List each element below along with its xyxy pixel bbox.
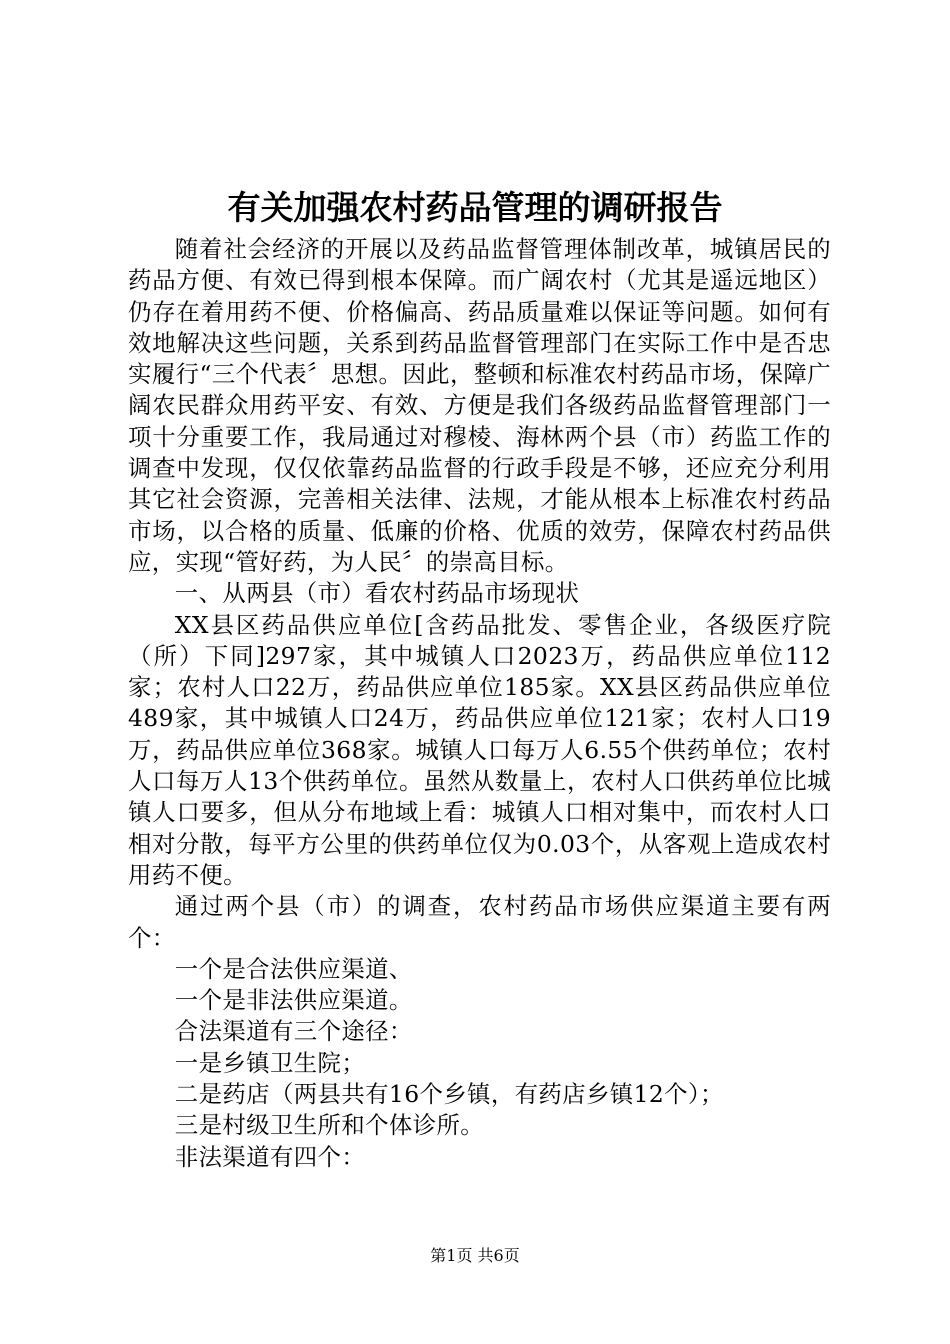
list-item-legal-channel: 一个是合法供应渠道、 [174, 954, 413, 983]
paragraph-illegal-routes: 非法渠道有四个： [174, 1142, 366, 1171]
list-item-route-3: 三是村级卫生所和个体诊所。 [174, 1111, 485, 1140]
document-title: 有关加强农村药品管理的调研报告 [227, 188, 723, 227]
list-item-route-1: 一是乡镇卫生院； [174, 1048, 366, 1077]
paragraph-statistics: XX县区药品供应单位[含药品批发、零售企业，各级医疗院（所）下同]297家，其中城镇人口2023万，药品供应单位112家；农村人口22万，药品供应单位185家。XX县区药品供应单位489家，其中城镇人口24万，药品供应单位121家；农村人口19万，药品供应单位368家。城镇人口每万人6.55个供药单位；农村人口每万人13个供药单位。虽然从数量上，农村人口供药单位比城镇人口要多，但从分布地域上看：城镇人口相对集中，而农村人口相对分散，每平方公里的供药单位仅为0.03个，从客观上造成农村用药不便。 [128, 610, 831, 889]
list-item-illegal-channel: 一个是非法供应渠道。 [174, 986, 413, 1015]
paragraph-channels: 通过两个县（市）的调查，农村药品市场供应渠道主要有两个： [128, 892, 831, 952]
section-heading-1: 一、从两县（市）看农村药品市场现状 [174, 579, 580, 608]
document-body [128, 234, 831, 1173]
list-item-route-2: 二是药店（两县共有16个乡镇，有药店乡镇12个）； [174, 1080, 724, 1109]
paragraph-legal-routes: 合法渠道有三个途径： [174, 1017, 413, 1046]
paragraph-intro: 随着社会经济的开展以及药品监督管理体制改革，城镇居民的药品方便、有效已得到根本保障。而广阔农村（尤其是遥远地区）仍存在着用药不便、价格偏高、药品质量难以保证等问题。如何有效地解决这些问题，关系到药品监督管理部门在实际工作中是否忠实履行“三个代表〞思想。因此，整顿和标准农村药品市场，保障广阔农民群众用药平安、有效、方便是我们各级药品监督管理部门一项十分重要工作，我局通过对穆棱、海林两个县（市）药监工作的调查中发现，仅仅依靠药品监督的行政手段是不够，还应充分利用其它社会资源，完善相关法律、法规，才能从根本上标准农村药品市场，以合格的质量、低廉的价格、优质的效劳，保障农村药品供应，实现“管好药，为人民〞的崇高目标。 [128, 235, 831, 576]
page-footer: 第1页 共6页 [430, 1246, 520, 1265]
